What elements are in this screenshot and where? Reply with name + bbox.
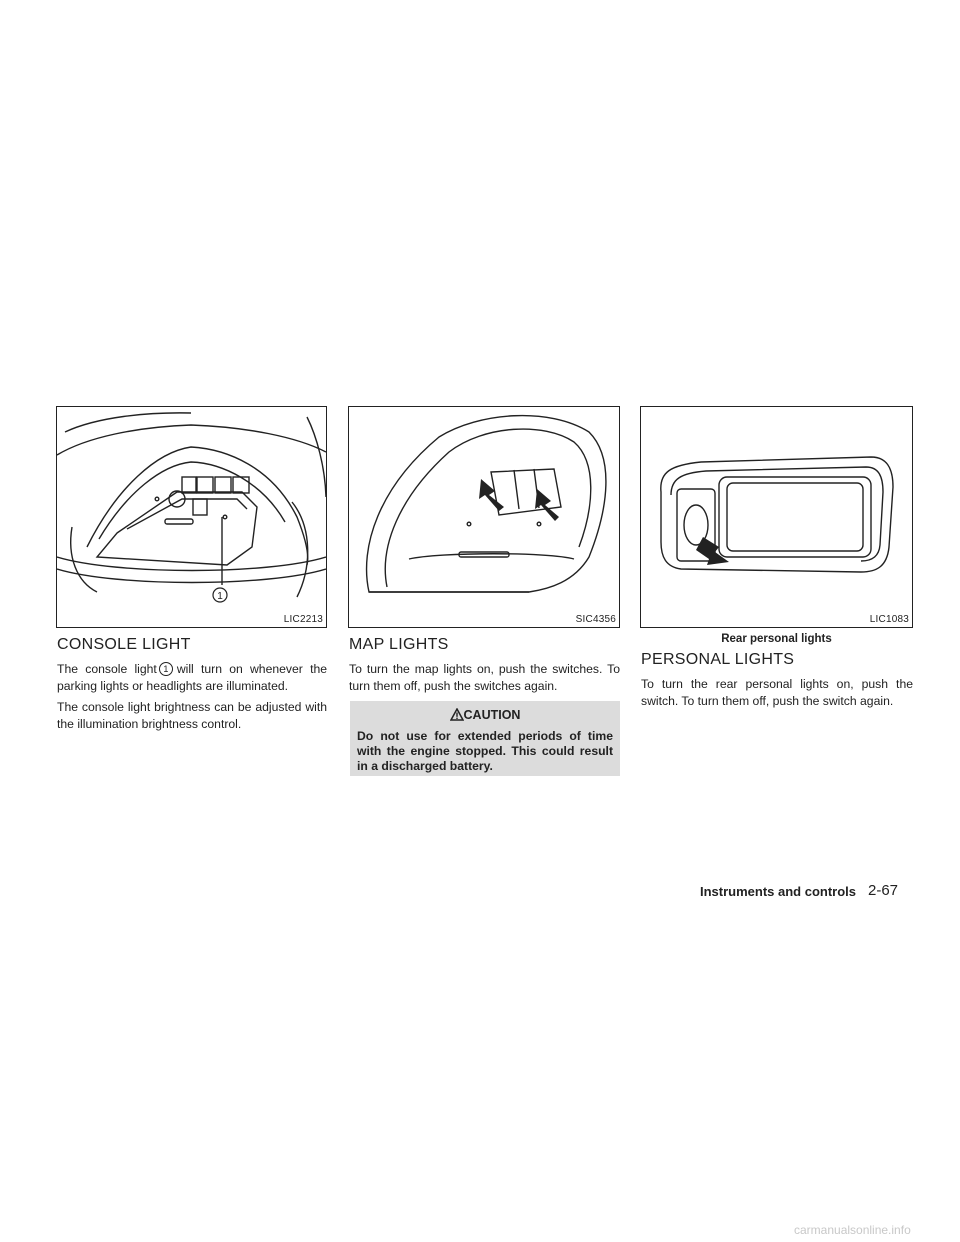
- caution-heading: [350, 708, 620, 722]
- map-lights-paragraph: To turn the map lights on, push the switches. To turn them off, push the switches again.: [349, 662, 620, 693]
- figure-console-light: [56, 406, 327, 628]
- callout-1-label: 1: [217, 591, 223, 602]
- console-light-paragraph-1: [57, 661, 327, 694]
- map-lights-illustration: [349, 407, 619, 627]
- caution-label: CAUTION: [463, 708, 521, 722]
- personal-lights-paragraph: To turn the rear personal lights on, push the switch. To turn them off, push the switch again.: [641, 677, 913, 708]
- console-text-pre: The console light: [57, 662, 157, 676]
- console-text-post: will turn on whenever the parking lights or headlights are illuminated.: [57, 662, 328, 693]
- caution-box: [350, 701, 620, 776]
- warning-triangle-icon: [450, 708, 464, 721]
- figure-caption: Rear personal lights: [721, 633, 832, 645]
- figure-code: LIC2213: [283, 614, 323, 625]
- callout-1: [213, 588, 227, 602]
- console-light-paragraph-2: The console light brightness can be adjusted with the illumination brightness control.: [57, 700, 327, 731]
- figure-code: LIC1083: [869, 614, 909, 625]
- callout-ref-1: 1: [159, 662, 173, 676]
- push-arrow-icon: [535, 489, 559, 521]
- caution-text: Do not use for extended periods of time with the engine stopped. This could result in a discharged battery.: [357, 729, 613, 773]
- section-title-map-lights: MAP LIGHTS: [349, 636, 449, 653]
- footer-section-name: Instruments and controls: [700, 884, 857, 899]
- section-title-personal-lights: PERSONAL LIGHTS: [641, 651, 795, 668]
- personal-lights-illustration: [641, 407, 912, 627]
- footer-page-number: 2-67: [868, 882, 899, 899]
- section-title-console-light: CONSOLE LIGHT: [57, 636, 191, 653]
- console-light-illustration: [57, 407, 326, 627]
- figure-code: SIC4356: [575, 614, 616, 625]
- figure-map-lights: [348, 406, 620, 628]
- push-arrow-icon: [479, 479, 504, 511]
- watermark: carmanualsonline.info: [794, 1223, 911, 1237]
- figure-personal-lights: [640, 406, 913, 628]
